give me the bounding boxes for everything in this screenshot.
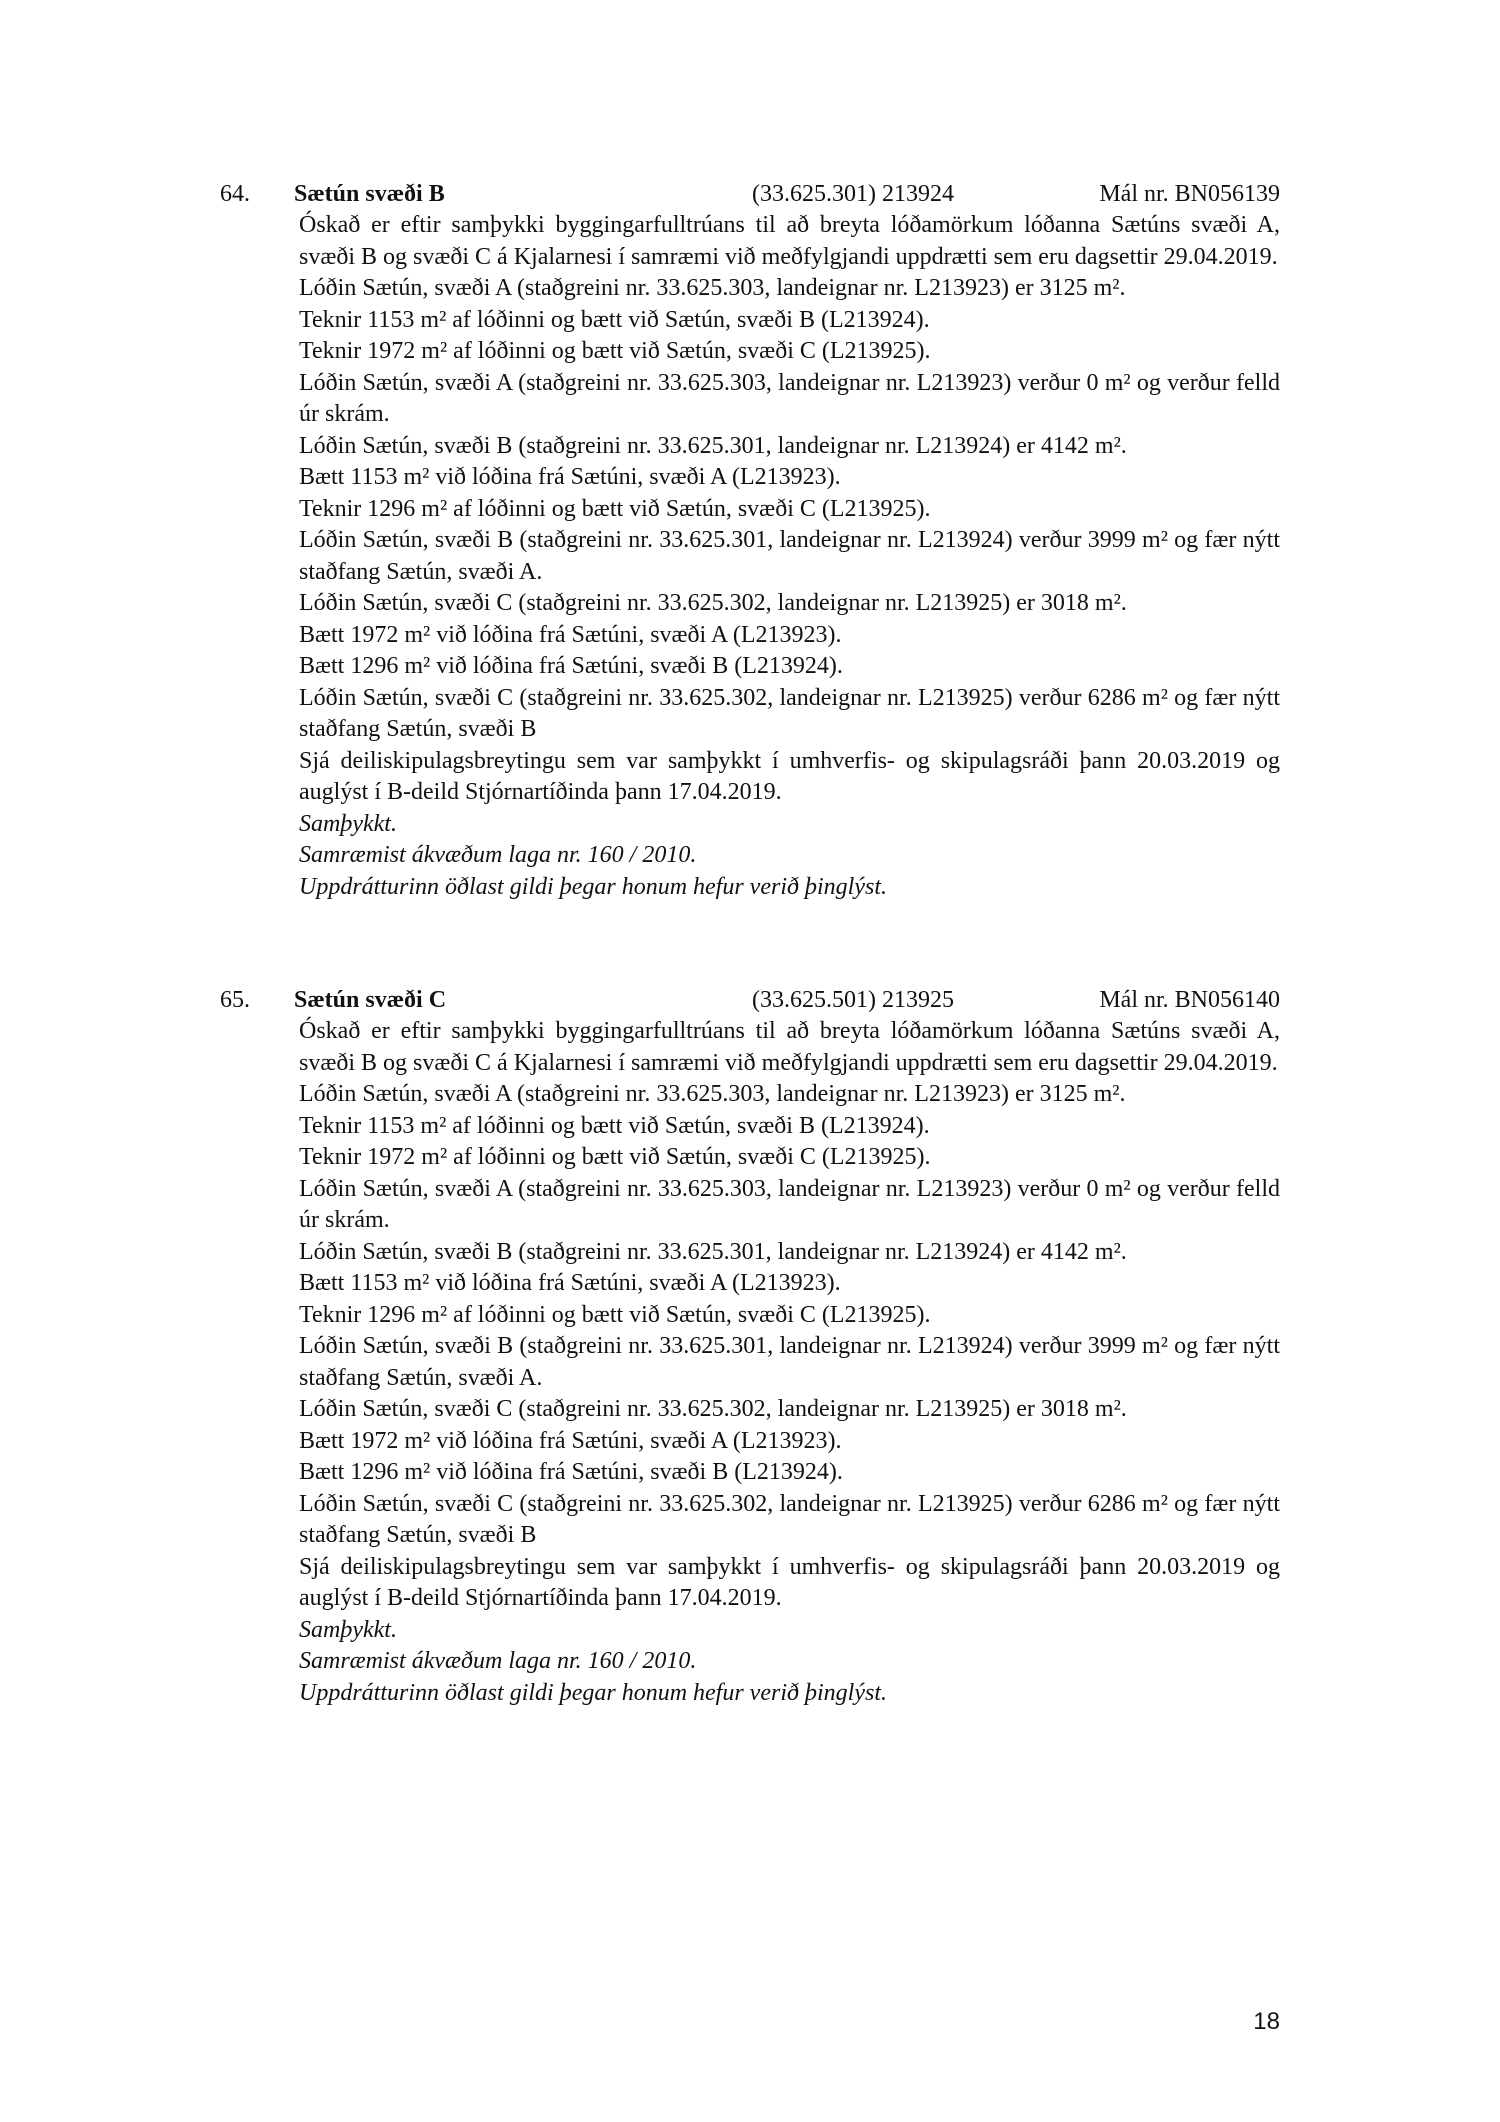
case-line: Teknir 1972 m² af lóðinni og bætt við Sætún, svæði C (L213925).: [299, 1144, 931, 1170]
case-line: Bætt 1972 m² við lóðina frá Sætúni, svæði A (L213923).: [299, 621, 842, 648]
case-line: Bætt 1972 m² við lóðina frá Sætúni, svæði A (L213923).: [299, 1427, 842, 1454]
case-header: [220, 984, 1280, 1016]
case-line: Lóðin Sætún, svæði B (staðgreini nr. 33.625.301, landeignar nr. L213924) verður 3999 m² og fær nýtt staðfang Sætún, svæði A.: [299, 527, 1280, 585]
case-mal-number: Mál nr. BN056139: [1099, 181, 1280, 207]
case-entry-64: [220, 178, 1280, 903]
case-line: Bætt 1153 m² við lóðina frá Sætúni, svæði A (L213923).: [299, 464, 841, 490]
case-line: Lóðin Sætún, svæði C (staðgreini nr. 33.625.302, landeignar nr. L213925) er 3018 m².: [299, 590, 1127, 616]
case-line: Teknir 1296 m² af lóðinni og bætt við Sætún, svæði C (L213925).: [299, 495, 931, 522]
case-line: Teknir 1972 m² af lóðinni og bætt við Sætún, svæði C (L213925).: [299, 338, 931, 364]
case-header: [220, 178, 1280, 210]
case-law-note: Samræmist ákvæðum laga nr. 160 / 2010.: [299, 1648, 697, 1674]
case-line: Lóðin Sætún, svæði A (staðgreini nr. 33.625.303, landeignar nr. L213923) er 3125 m².: [299, 275, 1126, 301]
case-line: Lóðin Sætún, svæði B (staðgreini nr. 33.625.301, landeignar nr. L213924) er 4142 m².: [299, 1238, 1127, 1265]
case-line: Teknir 1153 m² af lóðinni og bætt við Sætún, svæði B (L213924).: [299, 1112, 930, 1139]
case-line: Lóðin Sætún, svæði B (staðgreini nr. 33.625.301, landeignar nr. L213924) verður 3999 m² og fær nýtt staðfang Sætún, svæði A.: [299, 1333, 1280, 1391]
case-identifiers: (33.625.301) 213924: [752, 181, 954, 207]
case-identifiers: (33.625.501) 213925: [752, 987, 954, 1013]
case-number: 64.: [220, 181, 250, 207]
case-registration-note: Uppdrátturinn öðlast gildi þegar honum hefur verið þinglýst.: [299, 1679, 887, 1706]
case-title: Sætún svæði B: [294, 181, 445, 207]
case-title: Sætún svæði C: [294, 987, 447, 1013]
case-line: Sjá deiliskipulagsbreytingu sem var samþykkt í umhverfis- og skipulagsráði þann 20.03.2019 og auglýst í B-deild Stjórnartíðinda þann 17.04.2019.: [299, 1553, 1280, 1611]
case-line: Bætt 1296 m² við lóðina frá Sætúni, svæði B (L213924).: [299, 653, 843, 679]
case-line: Lóðin Sætún, svæði A (staðgreini nr. 33.625.303, landeignar nr. L213923) er 3125 m².: [299, 1081, 1126, 1107]
case-line: Lóðin Sætún, svæði A (staðgreini nr. 33.625.303, landeignar nr. L213923) verður 0 m² og verður felld úr skrám.: [299, 1175, 1280, 1233]
case-body: [299, 210, 1280, 903]
page-number: 18: [1253, 2008, 1280, 2035]
case-line: Teknir 1296 m² af lóðinni og bætt við Sætún, svæði C (L213925).: [299, 1301, 931, 1328]
case-mal-number: Mál nr. BN056140: [1099, 987, 1280, 1013]
case-line: Lóðin Sætún, svæði C (staðgreini nr. 33.625.302, landeignar nr. L213925) er 3018 m².: [299, 1396, 1127, 1422]
case-registration-note: Uppdrátturinn öðlast gildi þegar honum hefur verið þinglýst.: [299, 873, 887, 900]
case-line: Lóðin Sætún, svæði B (staðgreini nr. 33.625.301, landeignar nr. L213924) er 4142 m².: [299, 432, 1127, 459]
case-line: Teknir 1153 m² af lóðinni og bætt við Sætún, svæði B (L213924).: [299, 306, 930, 333]
case-line: Lóðin Sætún, svæði A (staðgreini nr. 33.625.303, landeignar nr. L213923) verður 0 m² og verður felld úr skrám.: [299, 369, 1280, 427]
case-line: Lóðin Sætún, svæði C (staðgreini nr. 33.625.302, landeignar nr. L213925) verður 6286 m² og fær nýtt staðfang Sætún, svæði B: [299, 1490, 1280, 1548]
case-body: [299, 1016, 1280, 1709]
case-intro: Óskað er eftir samþykki byggingarfulltrúans til að breyta lóðamörkum lóðanna Sætúns svæði A, svæði B og svæði C á Kjalarnesi í samræmi við meðfylgjandi uppdrætti sem eru dagsettir 29.04.2019.: [299, 212, 1280, 270]
case-line: Bætt 1296 m² við lóðina frá Sætúni, svæði B (L213924).: [299, 1459, 843, 1485]
case-decision: Samþykkt.: [299, 1616, 397, 1643]
case-number: 65.: [220, 987, 250, 1013]
case-decision: Samþykkt.: [299, 810, 397, 837]
case-line: Bætt 1153 m² við lóðina frá Sætúni, svæði A (L213923).: [299, 1270, 841, 1296]
case-law-note: Samræmist ákvæðum laga nr. 160 / 2010.: [299, 842, 697, 868]
case-line: Lóðin Sætún, svæði C (staðgreini nr. 33.625.302, landeignar nr. L213925) verður 6286 m² og fær nýtt staðfang Sætún, svæði B: [299, 684, 1280, 742]
case-intro: Óskað er eftir samþykki byggingarfulltrúans til að breyta lóðamörkum lóðanna Sætúns svæði A, svæði B og svæði C á Kjalarnesi í samræmi við meðfylgjandi uppdrætti sem eru dagsettir 29.04.2019.: [299, 1018, 1280, 1076]
case-line: Sjá deiliskipulagsbreytingu sem var samþykkt í umhverfis- og skipulagsráði þann 20.03.2019 og auglýst í B-deild Stjórnartíðinda þann 17.04.2019.: [299, 747, 1280, 805]
case-entry-65: [220, 984, 1280, 1709]
